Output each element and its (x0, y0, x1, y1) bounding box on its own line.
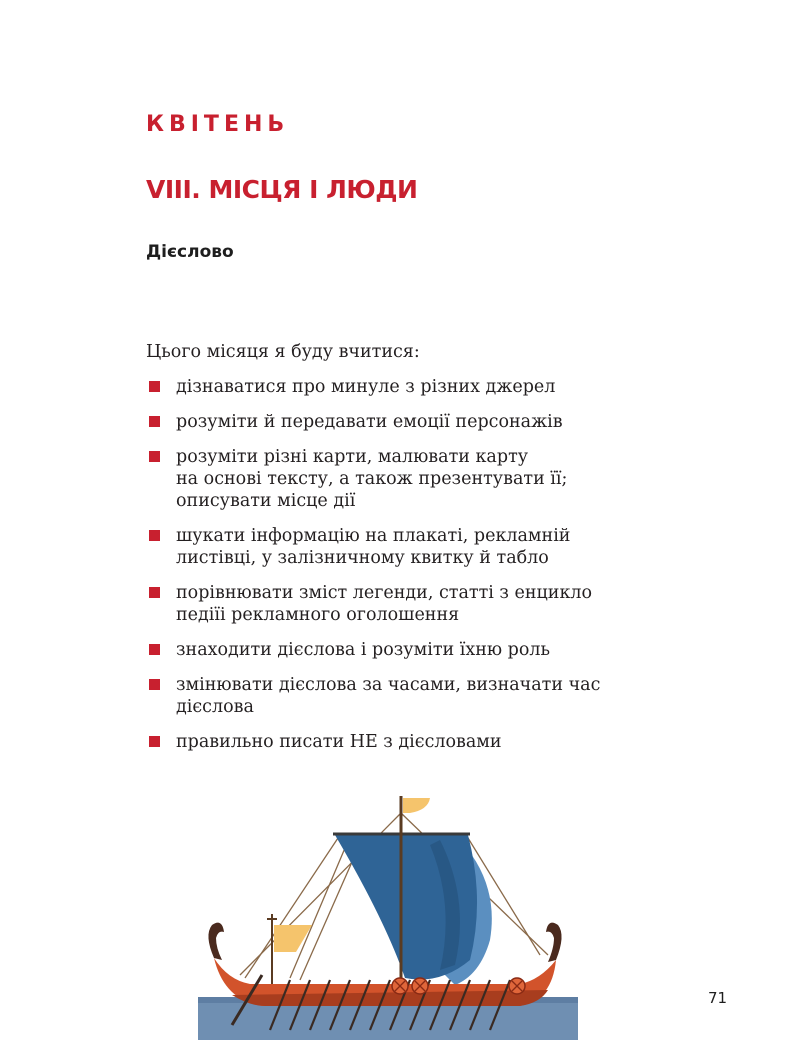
month-title: КВІТЕНЬ (146, 112, 290, 137)
top-flag (403, 798, 430, 813)
square-bullet-icon (149, 644, 160, 655)
goal-text: змінювати дієслова за часами, визначати час дієслова (176, 675, 601, 717)
list-item (146, 731, 706, 753)
list-item (146, 639, 706, 661)
goal-text: розуміти різні карти, малювати карту на основі тексту, а також презентувати її; описувати місце дії (176, 447, 568, 511)
list-item (146, 411, 706, 433)
list-item (146, 376, 706, 398)
goal-text: дізнаватися про минуле з різних джерел (176, 377, 556, 397)
square-bullet-icon (149, 530, 160, 541)
goal-text: розуміти й передавати емоції персонажів (176, 412, 563, 432)
list-item (146, 446, 706, 512)
stern-post (208, 923, 224, 960)
learning-intro: Цього місяця я буду вчитися: (146, 342, 420, 362)
square-bullet-icon (149, 587, 160, 598)
square-bullet-icon (149, 416, 160, 427)
goal-text: правильно писати НЕ з дієсловами (176, 732, 502, 752)
list-item (146, 582, 706, 626)
goal-text: знаходити дієслова і розуміти їхню роль (176, 640, 551, 660)
page-number: 71 (708, 989, 728, 1007)
square-bullet-icon (149, 679, 160, 690)
topic-title: Дієслово (146, 242, 234, 262)
bow-post (546, 923, 562, 962)
list-item (146, 674, 706, 718)
goal-text: порівнювати зміст легенди, статті з енцикло педіїі рекламного оголошення (176, 583, 593, 625)
viking-ship-illustration (195, 790, 590, 1040)
square-bullet-icon (149, 381, 160, 392)
square-bullet-icon (149, 451, 160, 462)
goal-text: шукати інформацію на плакаті, рекламній листівці, у залізничному квитку й табло (176, 526, 571, 568)
list-item (146, 525, 706, 569)
chapter-title: VIII. МІСЦЯ І ЛЮДИ (146, 175, 418, 204)
square-bullet-icon (149, 736, 160, 747)
learning-goals-list (146, 376, 706, 766)
